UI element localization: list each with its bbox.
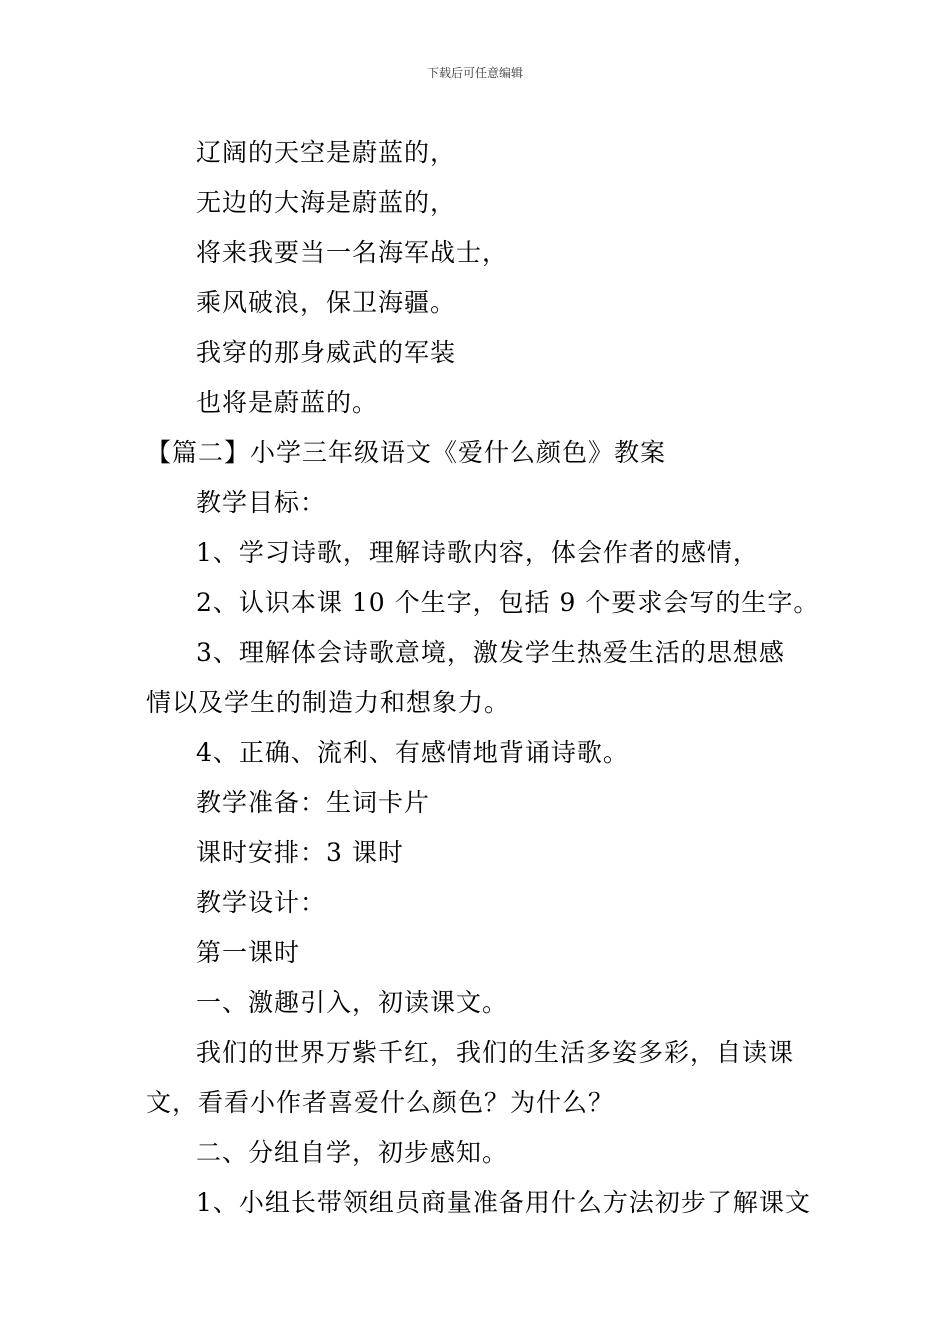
poem-line-6: 也将是蔚蓝的。 — [196, 388, 379, 417]
goal-item-1: 1、学习诗歌，理解诗歌内容，体会作者的感情， — [196, 538, 759, 567]
poem-line-1: 辽阔的天空是蔚蓝的， — [196, 138, 457, 167]
teaching-prep: 教学准备：生词卡片 — [196, 788, 431, 817]
lesson-1-heading: 第一课时 — [196, 938, 301, 967]
goal-item-2: 2、认识本课 10 个生字，包括 9 个要求会写的生字。 — [196, 588, 820, 617]
document-body — [146, 128, 820, 1228]
poem-line-4: 乘风破浪，保卫海疆。 — [196, 288, 457, 317]
poem-line-2: 无边的大海是蔚蓝的， — [196, 188, 457, 217]
section-title: 【篇二】小学三年级语文《爱什么颜色》教案 — [146, 438, 667, 467]
step-2-item-1: 1、小组长带领组员商量准备用什么方法初步了解课文 — [196, 1188, 811, 1217]
goal-item-3: 3、理解体会诗歌意境，激发学生热爱生活的思想感情以及学生的制造力和想象力。 — [146, 638, 785, 717]
design-heading: 教学设计： — [196, 888, 327, 917]
poem-line-5: 我穿的那身威武的军装 — [196, 338, 457, 367]
poem-line-3: 将来我要当一名海军战士， — [196, 238, 509, 267]
step-2-heading: 二、分组自学，初步感知。 — [196, 1138, 509, 1167]
goal-item-4: 4、正确、流利、有感情地背诵诗歌。 — [196, 738, 629, 767]
step-1-heading: 一、激趣引入，初读课文。 — [196, 988, 509, 1017]
page-header: 下载后可任意编辑 — [426, 66, 523, 80]
goals-heading: 教学目标： — [196, 488, 327, 517]
step-1-paragraph: 我们的世界万紫千红，我们的生活多姿多彩，自读课文，看看小作者喜爱什么颜色？为什么？ — [146, 1038, 795, 1117]
lesson-schedule: 课时安排：3 课时 — [196, 838, 404, 867]
